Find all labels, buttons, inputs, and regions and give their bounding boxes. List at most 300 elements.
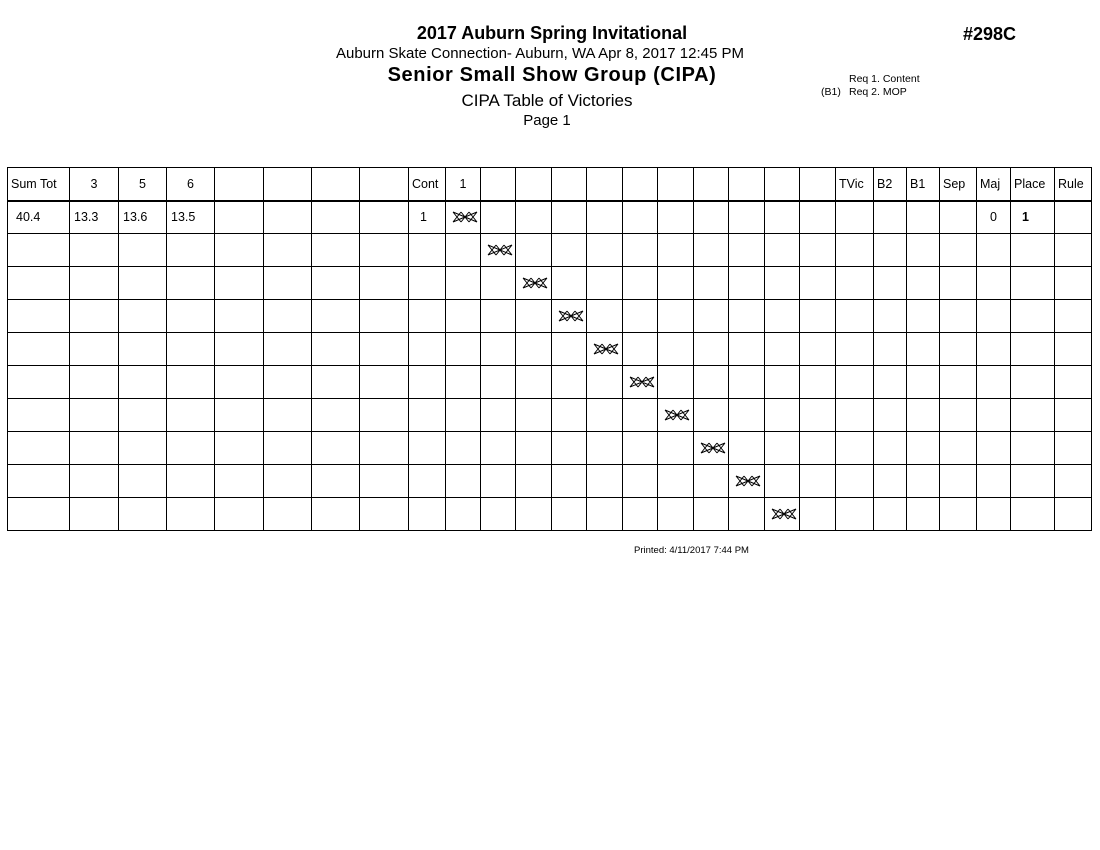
empty-cell	[8, 498, 70, 531]
empty-cell	[360, 201, 409, 234]
empty-cell	[360, 366, 409, 399]
report-subtitle: Auburn Skate Connection- Auburn, WA Apr 8, 2017 12:45 PM	[335, 45, 745, 62]
empty-cell	[940, 267, 977, 300]
empty-cell	[907, 333, 940, 366]
empty-cell	[1055, 333, 1092, 366]
matrix-cell	[694, 399, 729, 432]
matrix-cell	[765, 366, 800, 399]
empty-cell	[8, 333, 70, 366]
empty-cell	[1011, 267, 1055, 300]
crossed-xxx-icon	[664, 409, 690, 421]
matrix-cell	[658, 300, 694, 333]
matrix-cell	[446, 267, 481, 300]
empty-cell	[874, 465, 907, 498]
maj-cell: 0	[977, 201, 1011, 234]
crossed-xxx-icon	[452, 211, 478, 223]
empty-cell	[264, 234, 312, 267]
empty-cell	[1055, 267, 1092, 300]
empty-cell	[836, 234, 874, 267]
matrix-cell	[516, 399, 552, 432]
score-cell: 13.3	[70, 201, 119, 234]
empty-cell	[1055, 300, 1092, 333]
empty-cell	[874, 399, 907, 432]
col-header: 6	[167, 168, 215, 201]
empty-cell	[1011, 399, 1055, 432]
diagonal-mark-cell	[623, 366, 658, 399]
empty-cell	[264, 333, 312, 366]
table-row	[8, 333, 1092, 366]
empty-cell	[977, 267, 1011, 300]
empty-cell	[360, 300, 409, 333]
matrix-cell	[481, 366, 516, 399]
matrix-cell	[552, 432, 587, 465]
empty-cell	[1011, 234, 1055, 267]
matrix-cell	[552, 201, 587, 234]
empty-cell	[312, 399, 360, 432]
matrix-cell	[552, 267, 587, 300]
col-header: 3	[70, 168, 119, 201]
empty-cell	[907, 399, 940, 432]
matrix-cell	[481, 432, 516, 465]
matrix-cell	[765, 399, 800, 432]
col-header	[312, 168, 360, 201]
col-header	[516, 168, 552, 201]
empty-cell	[167, 267, 215, 300]
empty-cell	[312, 234, 360, 267]
empty-cell	[70, 399, 119, 432]
empty-cell	[907, 465, 940, 498]
page-number: Page 1	[523, 112, 571, 129]
empty-cell	[940, 399, 977, 432]
col-header	[729, 168, 765, 201]
empty-cell	[1011, 333, 1055, 366]
crossed-xxx-icon	[700, 442, 726, 454]
empty-cell	[312, 333, 360, 366]
table-row	[8, 201, 1092, 234]
matrix-cell	[765, 432, 800, 465]
empty-cell	[907, 300, 940, 333]
matrix-cell	[623, 201, 658, 234]
sep-cell	[940, 201, 977, 234]
matrix-cell	[587, 234, 623, 267]
empty-cell	[8, 300, 70, 333]
place-cell: 1	[1011, 201, 1055, 234]
matrix-cell	[800, 498, 836, 531]
col-header	[552, 168, 587, 201]
matrix-cell	[446, 333, 481, 366]
empty-cell	[167, 300, 215, 333]
printed-timestamp: Printed: 4/11/2017 7:44 PM	[634, 545, 749, 556]
matrix-cell	[694, 498, 729, 531]
empty-cell	[907, 366, 940, 399]
empty-cell	[1055, 399, 1092, 432]
diagonal-mark-cell	[694, 432, 729, 465]
cont-cell: 1	[409, 201, 446, 234]
crossed-xxx-icon	[593, 343, 619, 355]
requirement-label: Req 1. Content	[849, 73, 920, 85]
diagonal-mark-cell	[446, 201, 481, 234]
empty-cell	[119, 333, 167, 366]
empty-cell	[8, 267, 70, 300]
empty-cell	[836, 432, 874, 465]
matrix-cell	[658, 465, 694, 498]
matrix-cell	[800, 234, 836, 267]
empty-cell	[70, 498, 119, 531]
empty-cell	[409, 465, 446, 498]
matrix-cell	[765, 300, 800, 333]
matrix-cell	[516, 366, 552, 399]
matrix-cell	[481, 498, 516, 531]
event-name: Senior Small Show Group (CIPA)	[387, 64, 717, 86]
matrix-cell	[694, 234, 729, 267]
score-cell: 13.5	[167, 201, 215, 234]
empty-cell	[360, 498, 409, 531]
empty-cell	[8, 366, 70, 399]
col-header: TVic	[836, 168, 874, 201]
empty-cell	[836, 333, 874, 366]
empty-cell	[119, 234, 167, 267]
matrix-cell	[694, 333, 729, 366]
table-header-row	[8, 168, 1092, 201]
empty-cell	[1055, 465, 1092, 498]
crossed-xxx-icon	[629, 376, 655, 388]
matrix-cell	[446, 234, 481, 267]
matrix-cell	[587, 300, 623, 333]
col-header: Sum Tot	[8, 168, 70, 201]
empty-cell	[360, 267, 409, 300]
matrix-cell	[587, 267, 623, 300]
matrix-cell	[623, 498, 658, 531]
col-header	[623, 168, 658, 201]
empty-cell	[119, 366, 167, 399]
empty-cell	[836, 300, 874, 333]
empty-cell	[119, 465, 167, 498]
empty-cell	[70, 366, 119, 399]
table-row	[8, 432, 1092, 465]
empty-cell	[1055, 234, 1092, 267]
matrix-cell	[658, 201, 694, 234]
victories-table	[7, 167, 1092, 531]
tvic-cell	[836, 201, 874, 234]
col-header: 5	[119, 168, 167, 201]
matrix-cell	[481, 333, 516, 366]
empty-cell	[874, 432, 907, 465]
empty-cell	[1011, 498, 1055, 531]
empty-cell	[215, 300, 264, 333]
empty-cell	[940, 366, 977, 399]
col-header	[658, 168, 694, 201]
empty-cell	[264, 432, 312, 465]
matrix-cell	[623, 234, 658, 267]
empty-cell	[167, 465, 215, 498]
empty-cell	[215, 201, 264, 234]
empty-cell	[836, 267, 874, 300]
table-row	[8, 399, 1092, 432]
empty-cell	[1011, 432, 1055, 465]
matrix-cell	[729, 366, 765, 399]
empty-cell	[836, 366, 874, 399]
col-header	[587, 168, 623, 201]
matrix-cell	[658, 267, 694, 300]
diagonal-mark-cell	[481, 234, 516, 267]
matrix-cell	[552, 498, 587, 531]
matrix-cell	[765, 267, 800, 300]
matrix-cell	[552, 333, 587, 366]
b2-cell	[874, 201, 907, 234]
empty-cell	[940, 333, 977, 366]
empty-cell	[360, 399, 409, 432]
matrix-cell	[800, 399, 836, 432]
matrix-cell	[623, 465, 658, 498]
crossed-xxx-icon	[558, 310, 584, 322]
score-cell: 13.6	[119, 201, 167, 234]
matrix-cell	[552, 399, 587, 432]
matrix-cell	[516, 432, 552, 465]
matrix-cell	[765, 333, 800, 366]
matrix-cell	[516, 333, 552, 366]
empty-cell	[409, 300, 446, 333]
empty-cell	[977, 366, 1011, 399]
matrix-cell	[516, 300, 552, 333]
matrix-cell	[800, 201, 836, 234]
matrix-cell	[729, 300, 765, 333]
crossed-xxx-icon	[522, 277, 548, 289]
empty-cell	[409, 432, 446, 465]
empty-cell	[977, 300, 1011, 333]
matrix-cell	[765, 201, 800, 234]
empty-cell	[1011, 465, 1055, 498]
matrix-cell	[446, 399, 481, 432]
matrix-cell	[694, 267, 729, 300]
crossed-xxx-icon	[771, 508, 797, 520]
empty-cell	[360, 234, 409, 267]
matrix-cell	[446, 465, 481, 498]
empty-cell	[264, 399, 312, 432]
matrix-cell	[658, 498, 694, 531]
table-name: CIPA Table of Victories	[461, 91, 633, 110]
empty-cell	[1011, 300, 1055, 333]
col-header: Sep	[940, 168, 977, 201]
matrix-cell	[623, 267, 658, 300]
col-header: Rule	[1055, 168, 1092, 201]
empty-cell	[907, 234, 940, 267]
empty-cell	[874, 234, 907, 267]
matrix-cell	[516, 465, 552, 498]
matrix-cell	[800, 300, 836, 333]
empty-cell	[409, 366, 446, 399]
col-header: Cont	[409, 168, 446, 201]
empty-cell	[977, 333, 1011, 366]
matrix-cell	[658, 366, 694, 399]
empty-cell	[312, 498, 360, 531]
b1-cell	[907, 201, 940, 234]
matrix-cell	[516, 498, 552, 531]
diagonal-mark-cell	[765, 498, 800, 531]
matrix-cell	[623, 300, 658, 333]
empty-cell	[167, 432, 215, 465]
matrix-cell	[587, 465, 623, 498]
matrix-cell	[658, 333, 694, 366]
empty-cell	[836, 498, 874, 531]
matrix-cell	[623, 399, 658, 432]
col-header	[765, 168, 800, 201]
empty-cell	[119, 300, 167, 333]
matrix-cell	[658, 432, 694, 465]
empty-cell	[940, 498, 977, 531]
col-header: Place	[1011, 168, 1055, 201]
empty-cell	[264, 366, 312, 399]
col-header: B1	[907, 168, 940, 201]
empty-cell	[940, 234, 977, 267]
empty-cell	[940, 300, 977, 333]
empty-cell	[360, 333, 409, 366]
empty-cell	[874, 300, 907, 333]
empty-cell	[312, 300, 360, 333]
matrix-cell	[694, 300, 729, 333]
event-number: #298C	[963, 24, 1017, 44]
matrix-cell	[729, 267, 765, 300]
matrix-cell	[800, 465, 836, 498]
matrix-cell	[729, 201, 765, 234]
empty-cell	[409, 498, 446, 531]
empty-cell	[360, 465, 409, 498]
empty-cell	[8, 432, 70, 465]
matrix-cell	[516, 234, 552, 267]
empty-cell	[907, 267, 940, 300]
matrix-cell	[552, 366, 587, 399]
requirement-label: Req 2. MOP	[849, 86, 907, 98]
empty-cell	[409, 267, 446, 300]
matrix-cell	[800, 366, 836, 399]
matrix-cell	[446, 300, 481, 333]
col-header: B2	[874, 168, 907, 201]
table-row	[8, 366, 1092, 399]
empty-cell	[874, 498, 907, 531]
diagonal-mark-cell	[587, 333, 623, 366]
diagonal-mark-cell	[658, 399, 694, 432]
empty-cell	[215, 465, 264, 498]
empty-cell	[264, 498, 312, 531]
matrix-cell	[552, 234, 587, 267]
empty-cell	[874, 366, 907, 399]
table-row	[8, 300, 1092, 333]
matrix-cell	[552, 465, 587, 498]
empty-cell	[312, 267, 360, 300]
matrix-cell	[587, 399, 623, 432]
matrix-cell	[800, 432, 836, 465]
col-header	[481, 168, 516, 201]
sum-total-cell: 40.4	[8, 201, 70, 234]
table-row	[8, 465, 1092, 498]
matrix-cell	[587, 366, 623, 399]
empty-cell	[977, 498, 1011, 531]
empty-cell	[215, 366, 264, 399]
empty-cell	[70, 465, 119, 498]
empty-cell	[977, 432, 1011, 465]
matrix-cell	[765, 234, 800, 267]
matrix-cell	[481, 465, 516, 498]
matrix-cell	[729, 498, 765, 531]
matrix-cell	[481, 267, 516, 300]
empty-cell	[167, 366, 215, 399]
empty-cell	[977, 234, 1011, 267]
empty-cell	[360, 432, 409, 465]
empty-cell	[874, 333, 907, 366]
matrix-cell	[516, 201, 552, 234]
empty-cell	[1055, 432, 1092, 465]
empty-cell	[907, 432, 940, 465]
col-header: 1	[446, 168, 481, 201]
col-header	[264, 168, 312, 201]
empty-cell	[70, 267, 119, 300]
empty-cell	[977, 465, 1011, 498]
col-header	[694, 168, 729, 201]
empty-cell	[1055, 366, 1092, 399]
col-header	[360, 168, 409, 201]
empty-cell	[8, 234, 70, 267]
report-title: 2017 Auburn Spring Invitational	[416, 23, 688, 43]
requirement-code: (B1)	[821, 86, 841, 98]
empty-cell	[977, 399, 1011, 432]
empty-cell	[215, 333, 264, 366]
empty-cell	[940, 465, 977, 498]
empty-cell	[312, 201, 360, 234]
matrix-cell	[481, 300, 516, 333]
empty-cell	[215, 399, 264, 432]
empty-cell	[907, 498, 940, 531]
matrix-cell	[587, 498, 623, 531]
col-header: Maj	[977, 168, 1011, 201]
empty-cell	[836, 399, 874, 432]
empty-cell	[409, 234, 446, 267]
empty-cell	[312, 366, 360, 399]
matrix-cell	[623, 432, 658, 465]
empty-cell	[167, 399, 215, 432]
matrix-cell	[694, 465, 729, 498]
empty-cell	[264, 267, 312, 300]
matrix-cell	[800, 267, 836, 300]
empty-cell	[70, 432, 119, 465]
empty-cell	[119, 267, 167, 300]
crossed-xxx-icon	[735, 475, 761, 487]
empty-cell	[215, 234, 264, 267]
empty-cell	[8, 465, 70, 498]
crossed-xxx-icon	[487, 244, 513, 256]
empty-cell	[167, 498, 215, 531]
matrix-cell	[481, 201, 516, 234]
empty-cell	[312, 465, 360, 498]
matrix-cell	[729, 399, 765, 432]
empty-cell	[119, 498, 167, 531]
matrix-cell	[623, 333, 658, 366]
empty-cell	[215, 267, 264, 300]
matrix-cell	[446, 432, 481, 465]
empty-cell	[167, 234, 215, 267]
empty-cell	[1011, 366, 1055, 399]
empty-cell	[264, 201, 312, 234]
col-header	[215, 168, 264, 201]
empty-cell	[409, 333, 446, 366]
empty-cell	[1055, 498, 1092, 531]
matrix-cell	[446, 498, 481, 531]
empty-cell	[70, 300, 119, 333]
diagonal-mark-cell	[729, 465, 765, 498]
col-header	[800, 168, 836, 201]
diagonal-mark-cell	[516, 267, 552, 300]
table-row	[8, 234, 1092, 267]
empty-cell	[167, 333, 215, 366]
matrix-cell	[658, 234, 694, 267]
